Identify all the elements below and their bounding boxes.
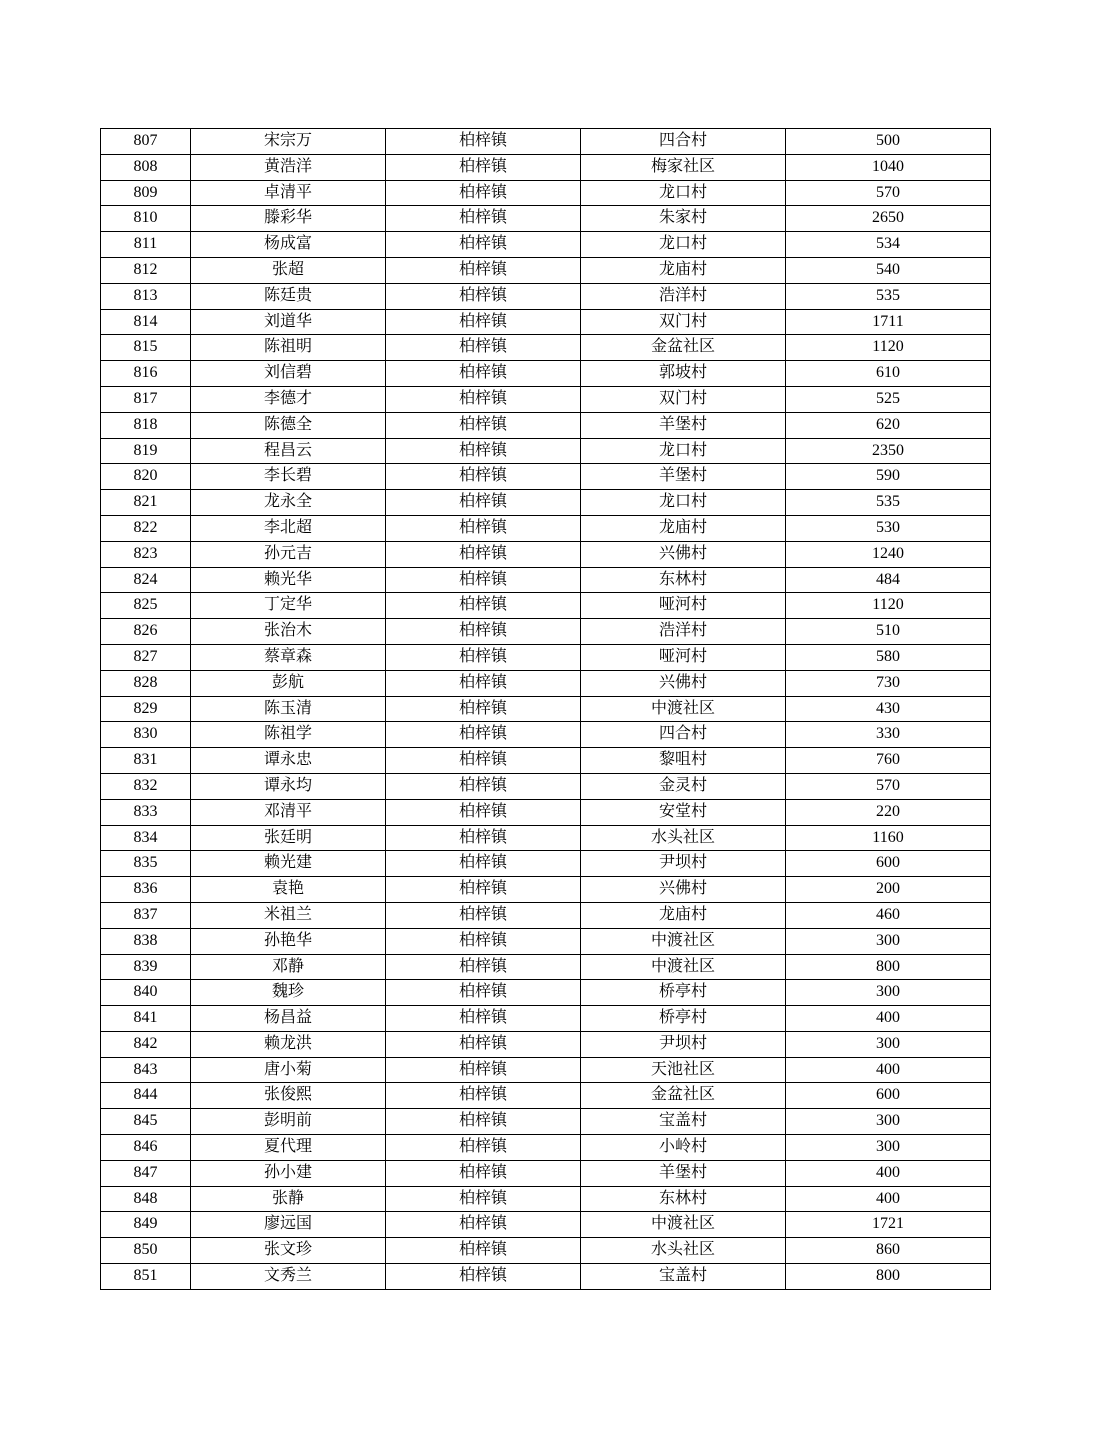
cell-serial: 829: [101, 696, 191, 722]
cell-village: 龙庙村: [581, 257, 786, 283]
cell-serial: 846: [101, 1135, 191, 1161]
cell-serial: 812: [101, 257, 191, 283]
cell-town: 柏梓镇: [386, 825, 581, 851]
cell-village: 兴佛村: [581, 541, 786, 567]
table-row: [101, 593, 991, 619]
cell-town: 柏梓镇: [386, 799, 581, 825]
cell-serial: 831: [101, 748, 191, 774]
cell-name: 赖龙洪: [191, 1031, 386, 1057]
cell-serial: 835: [101, 851, 191, 877]
cell-amount: 535: [786, 490, 991, 516]
cell-name: 彭航: [191, 670, 386, 696]
cell-town: 柏梓镇: [386, 1135, 581, 1161]
cell-amount: 500: [786, 129, 991, 155]
cell-name: 袁艳: [191, 877, 386, 903]
cell-town: 柏梓镇: [386, 748, 581, 774]
cell-village: 水头社区: [581, 1238, 786, 1264]
cell-village: 龙口村: [581, 490, 786, 516]
cell-serial: 816: [101, 361, 191, 387]
cell-name: 孙小建: [191, 1160, 386, 1186]
cell-town: 柏梓镇: [386, 851, 581, 877]
cell-amount: 2350: [786, 438, 991, 464]
table-row: [101, 309, 991, 335]
table-row: [101, 851, 991, 877]
cell-serial: 823: [101, 541, 191, 567]
cell-amount: 1160: [786, 825, 991, 851]
cell-serial: 834: [101, 825, 191, 851]
cell-village: 东林村: [581, 567, 786, 593]
table-row: [101, 541, 991, 567]
cell-amount: 510: [786, 619, 991, 645]
cell-town: 柏梓镇: [386, 1160, 581, 1186]
table-row: [101, 1031, 991, 1057]
cell-amount: 540: [786, 257, 991, 283]
cell-village: 中渡社区: [581, 954, 786, 980]
table-row: [101, 980, 991, 1006]
cell-town: 柏梓镇: [386, 1083, 581, 1109]
cell-village: 双门村: [581, 309, 786, 335]
cell-serial: 839: [101, 954, 191, 980]
cell-name: 程昌云: [191, 438, 386, 464]
cell-name: 黄浩洋: [191, 154, 386, 180]
cell-serial: 845: [101, 1109, 191, 1135]
cell-amount: 600: [786, 1083, 991, 1109]
cell-amount: 610: [786, 361, 991, 387]
cell-town: 柏梓镇: [386, 980, 581, 1006]
cell-serial: 841: [101, 1006, 191, 1032]
table-row: [101, 1186, 991, 1212]
cell-village: 宝盖村: [581, 1264, 786, 1290]
cell-serial: 840: [101, 980, 191, 1006]
cell-serial: 815: [101, 335, 191, 361]
cell-village: 四合村: [581, 129, 786, 155]
cell-amount: 730: [786, 670, 991, 696]
cell-town: 柏梓镇: [386, 644, 581, 670]
table-row: [101, 1160, 991, 1186]
cell-village: 金盆社区: [581, 335, 786, 361]
table-row: [101, 257, 991, 283]
cell-serial: 825: [101, 593, 191, 619]
table-row: [101, 1083, 991, 1109]
cell-village: 中渡社区: [581, 696, 786, 722]
cell-village: 桥亭村: [581, 1006, 786, 1032]
cell-village: 龙口村: [581, 232, 786, 258]
cell-name: 龙永全: [191, 490, 386, 516]
cell-town: 柏梓镇: [386, 1031, 581, 1057]
cell-serial: 809: [101, 180, 191, 206]
cell-amount: 1721: [786, 1212, 991, 1238]
cell-serial: 807: [101, 129, 191, 155]
cell-serial: 837: [101, 902, 191, 928]
cell-town: 柏梓镇: [386, 361, 581, 387]
cell-town: 柏梓镇: [386, 232, 581, 258]
cell-amount: 800: [786, 954, 991, 980]
table-row: [101, 1109, 991, 1135]
cell-village: 尹坝村: [581, 1031, 786, 1057]
cell-town: 柏梓镇: [386, 490, 581, 516]
cell-serial: 819: [101, 438, 191, 464]
cell-name: 李北超: [191, 515, 386, 541]
cell-name: 赖光建: [191, 851, 386, 877]
cell-serial: 826: [101, 619, 191, 645]
table-container: [100, 128, 991, 1290]
cell-town: 柏梓镇: [386, 1109, 581, 1135]
cell-town: 柏梓镇: [386, 1006, 581, 1032]
cell-village: 龙口村: [581, 180, 786, 206]
cell-amount: 1711: [786, 309, 991, 335]
table-row: [101, 361, 991, 387]
cell-serial: 810: [101, 206, 191, 232]
table-row: [101, 386, 991, 412]
cell-serial: 824: [101, 567, 191, 593]
cell-serial: 832: [101, 773, 191, 799]
cell-town: 柏梓镇: [386, 773, 581, 799]
cell-amount: 400: [786, 1186, 991, 1212]
cell-village: 浩洋村: [581, 283, 786, 309]
cell-serial: 818: [101, 412, 191, 438]
cell-village: 金灵村: [581, 773, 786, 799]
table-row: [101, 129, 991, 155]
cell-name: 李长碧: [191, 464, 386, 490]
cell-amount: 860: [786, 1238, 991, 1264]
table-row: [101, 412, 991, 438]
table-row: [101, 1264, 991, 1290]
cell-town: 柏梓镇: [386, 464, 581, 490]
cell-name: 张静: [191, 1186, 386, 1212]
cell-name: 刘道华: [191, 309, 386, 335]
table-row: [101, 619, 991, 645]
cell-amount: 530: [786, 515, 991, 541]
cell-village: 四合村: [581, 722, 786, 748]
cell-name: 孙艳华: [191, 928, 386, 954]
cell-town: 柏梓镇: [386, 619, 581, 645]
cell-serial: 811: [101, 232, 191, 258]
cell-name: 丁定华: [191, 593, 386, 619]
table-row: [101, 490, 991, 516]
cell-town: 柏梓镇: [386, 515, 581, 541]
cell-village: 羊堡村: [581, 1160, 786, 1186]
cell-name: 魏珍: [191, 980, 386, 1006]
table-row: [101, 954, 991, 980]
table-row: [101, 180, 991, 206]
table-row: [101, 515, 991, 541]
cell-name: 李德才: [191, 386, 386, 412]
cell-amount: 400: [786, 1057, 991, 1083]
cell-name: 夏代理: [191, 1135, 386, 1161]
cell-serial: 842: [101, 1031, 191, 1057]
table-row: [101, 438, 991, 464]
cell-name: 孙元吉: [191, 541, 386, 567]
cell-name: 张文珍: [191, 1238, 386, 1264]
cell-town: 柏梓镇: [386, 129, 581, 155]
table-row: [101, 670, 991, 696]
cell-name: 邓清平: [191, 799, 386, 825]
cell-town: 柏梓镇: [386, 954, 581, 980]
cell-town: 柏梓镇: [386, 696, 581, 722]
cell-serial: 836: [101, 877, 191, 903]
cell-amount: 580: [786, 644, 991, 670]
cell-name: 彭明前: [191, 1109, 386, 1135]
cell-town: 柏梓镇: [386, 593, 581, 619]
table-row: [101, 154, 991, 180]
cell-amount: 330: [786, 722, 991, 748]
cell-village: 宝盖村: [581, 1109, 786, 1135]
cell-name: 刘信碧: [191, 361, 386, 387]
cell-town: 柏梓镇: [386, 902, 581, 928]
table-row: [101, 464, 991, 490]
cell-village: 双门村: [581, 386, 786, 412]
cell-amount: 1120: [786, 335, 991, 361]
cell-name: 陈德全: [191, 412, 386, 438]
cell-serial: 851: [101, 1264, 191, 1290]
cell-town: 柏梓镇: [386, 1238, 581, 1264]
cell-serial: 828: [101, 670, 191, 696]
cell-serial: 817: [101, 386, 191, 412]
table-row: [101, 1006, 991, 1032]
cell-town: 柏梓镇: [386, 1057, 581, 1083]
table-row: [101, 1238, 991, 1264]
cell-town: 柏梓镇: [386, 412, 581, 438]
cell-town: 柏梓镇: [386, 541, 581, 567]
cell-town: 柏梓镇: [386, 670, 581, 696]
table-row: [101, 335, 991, 361]
cell-village: 黎咀村: [581, 748, 786, 774]
table-row: [101, 1212, 991, 1238]
cell-village: 龙庙村: [581, 902, 786, 928]
cell-town: 柏梓镇: [386, 309, 581, 335]
cell-name: 陈祖学: [191, 722, 386, 748]
cell-name: 文秀兰: [191, 1264, 386, 1290]
cell-serial: 843: [101, 1057, 191, 1083]
cell-name: 卓清平: [191, 180, 386, 206]
cell-village: 羊堡村: [581, 464, 786, 490]
cell-name: 陈祖明: [191, 335, 386, 361]
cell-name: 米祖兰: [191, 902, 386, 928]
table-row: [101, 283, 991, 309]
cell-amount: 535: [786, 283, 991, 309]
cell-amount: 570: [786, 773, 991, 799]
table-row: [101, 696, 991, 722]
cell-amount: 300: [786, 1135, 991, 1161]
cell-serial: 850: [101, 1238, 191, 1264]
table-row: [101, 1135, 991, 1161]
cell-village: 哑河村: [581, 644, 786, 670]
cell-village: 龙庙村: [581, 515, 786, 541]
cell-name: 陈玉清: [191, 696, 386, 722]
cell-town: 柏梓镇: [386, 206, 581, 232]
cell-name: 张超: [191, 257, 386, 283]
cell-amount: 525: [786, 386, 991, 412]
cell-name: 廖远国: [191, 1212, 386, 1238]
cell-amount: 570: [786, 180, 991, 206]
cell-town: 柏梓镇: [386, 877, 581, 903]
cell-town: 柏梓镇: [386, 283, 581, 309]
cell-town: 柏梓镇: [386, 386, 581, 412]
cell-amount: 400: [786, 1006, 991, 1032]
table-row: [101, 722, 991, 748]
cell-town: 柏梓镇: [386, 567, 581, 593]
table-body: [101, 129, 991, 1290]
cell-name: 谭永均: [191, 773, 386, 799]
cell-name: 唐小菊: [191, 1057, 386, 1083]
cell-amount: 300: [786, 1109, 991, 1135]
cell-village: 尹坝村: [581, 851, 786, 877]
cell-serial: 822: [101, 515, 191, 541]
cell-serial: 830: [101, 722, 191, 748]
cell-town: 柏梓镇: [386, 180, 581, 206]
cell-amount: 400: [786, 1160, 991, 1186]
table-row: [101, 232, 991, 258]
cell-name: 谭永忠: [191, 748, 386, 774]
cell-village: 小岭村: [581, 1135, 786, 1161]
cell-amount: 300: [786, 928, 991, 954]
cell-serial: 833: [101, 799, 191, 825]
table-row: [101, 567, 991, 593]
cell-town: 柏梓镇: [386, 154, 581, 180]
cell-serial: 838: [101, 928, 191, 954]
cell-name: 陈廷贵: [191, 283, 386, 309]
table-row: [101, 799, 991, 825]
cell-village: 东林村: [581, 1186, 786, 1212]
cell-village: 中渡社区: [581, 928, 786, 954]
cell-serial: 814: [101, 309, 191, 335]
cell-name: 宋宗万: [191, 129, 386, 155]
cell-serial: 821: [101, 490, 191, 516]
cell-name: 杨成富: [191, 232, 386, 258]
data-table: [100, 128, 991, 1290]
cell-amount: 600: [786, 851, 991, 877]
cell-name: 滕彩华: [191, 206, 386, 232]
table-row: [101, 644, 991, 670]
cell-amount: 300: [786, 1031, 991, 1057]
table-row: [101, 825, 991, 851]
cell-serial: 813: [101, 283, 191, 309]
cell-town: 柏梓镇: [386, 1264, 581, 1290]
table-row: [101, 877, 991, 903]
cell-amount: 220: [786, 799, 991, 825]
table-row: [101, 773, 991, 799]
cell-amount: 620: [786, 412, 991, 438]
cell-serial: 808: [101, 154, 191, 180]
cell-village: 兴佛村: [581, 670, 786, 696]
cell-amount: 460: [786, 902, 991, 928]
table-row: [101, 1057, 991, 1083]
cell-name: 邓静: [191, 954, 386, 980]
cell-amount: 534: [786, 232, 991, 258]
cell-village: 羊堡村: [581, 412, 786, 438]
cell-name: 张治木: [191, 619, 386, 645]
cell-village: 浩洋村: [581, 619, 786, 645]
cell-village: 桥亭村: [581, 980, 786, 1006]
table-row: [101, 902, 991, 928]
cell-serial: 848: [101, 1186, 191, 1212]
cell-village: 朱家村: [581, 206, 786, 232]
cell-town: 柏梓镇: [386, 438, 581, 464]
cell-amount: 800: [786, 1264, 991, 1290]
cell-amount: 760: [786, 748, 991, 774]
cell-town: 柏梓镇: [386, 722, 581, 748]
cell-village: 梅家社区: [581, 154, 786, 180]
cell-town: 柏梓镇: [386, 1186, 581, 1212]
cell-serial: 844: [101, 1083, 191, 1109]
cell-amount: 1040: [786, 154, 991, 180]
cell-serial: 820: [101, 464, 191, 490]
cell-village: 天池社区: [581, 1057, 786, 1083]
cell-amount: 200: [786, 877, 991, 903]
cell-name: 张廷明: [191, 825, 386, 851]
table-row: [101, 928, 991, 954]
cell-village: 金盆社区: [581, 1083, 786, 1109]
cell-amount: 1120: [786, 593, 991, 619]
cell-village: 哑河村: [581, 593, 786, 619]
cell-amount: 430: [786, 696, 991, 722]
cell-name: 赖光华: [191, 567, 386, 593]
cell-village: 水头社区: [581, 825, 786, 851]
cell-town: 柏梓镇: [386, 928, 581, 954]
cell-town: 柏梓镇: [386, 1212, 581, 1238]
cell-name: 张俊熙: [191, 1083, 386, 1109]
cell-name: 杨昌益: [191, 1006, 386, 1032]
cell-village: 兴佛村: [581, 877, 786, 903]
cell-name: 蔡章森: [191, 644, 386, 670]
cell-amount: 590: [786, 464, 991, 490]
table-row: [101, 206, 991, 232]
cell-amount: 1240: [786, 541, 991, 567]
cell-serial: 847: [101, 1160, 191, 1186]
cell-amount: 300: [786, 980, 991, 1006]
cell-village: 郭坡村: [581, 361, 786, 387]
cell-village: 安堂村: [581, 799, 786, 825]
table-row: [101, 748, 991, 774]
cell-amount: 484: [786, 567, 991, 593]
cell-amount: 2650: [786, 206, 991, 232]
cell-serial: 849: [101, 1212, 191, 1238]
cell-town: 柏梓镇: [386, 335, 581, 361]
cell-village: 中渡社区: [581, 1212, 786, 1238]
cell-serial: 827: [101, 644, 191, 670]
cell-village: 龙口村: [581, 438, 786, 464]
cell-town: 柏梓镇: [386, 257, 581, 283]
